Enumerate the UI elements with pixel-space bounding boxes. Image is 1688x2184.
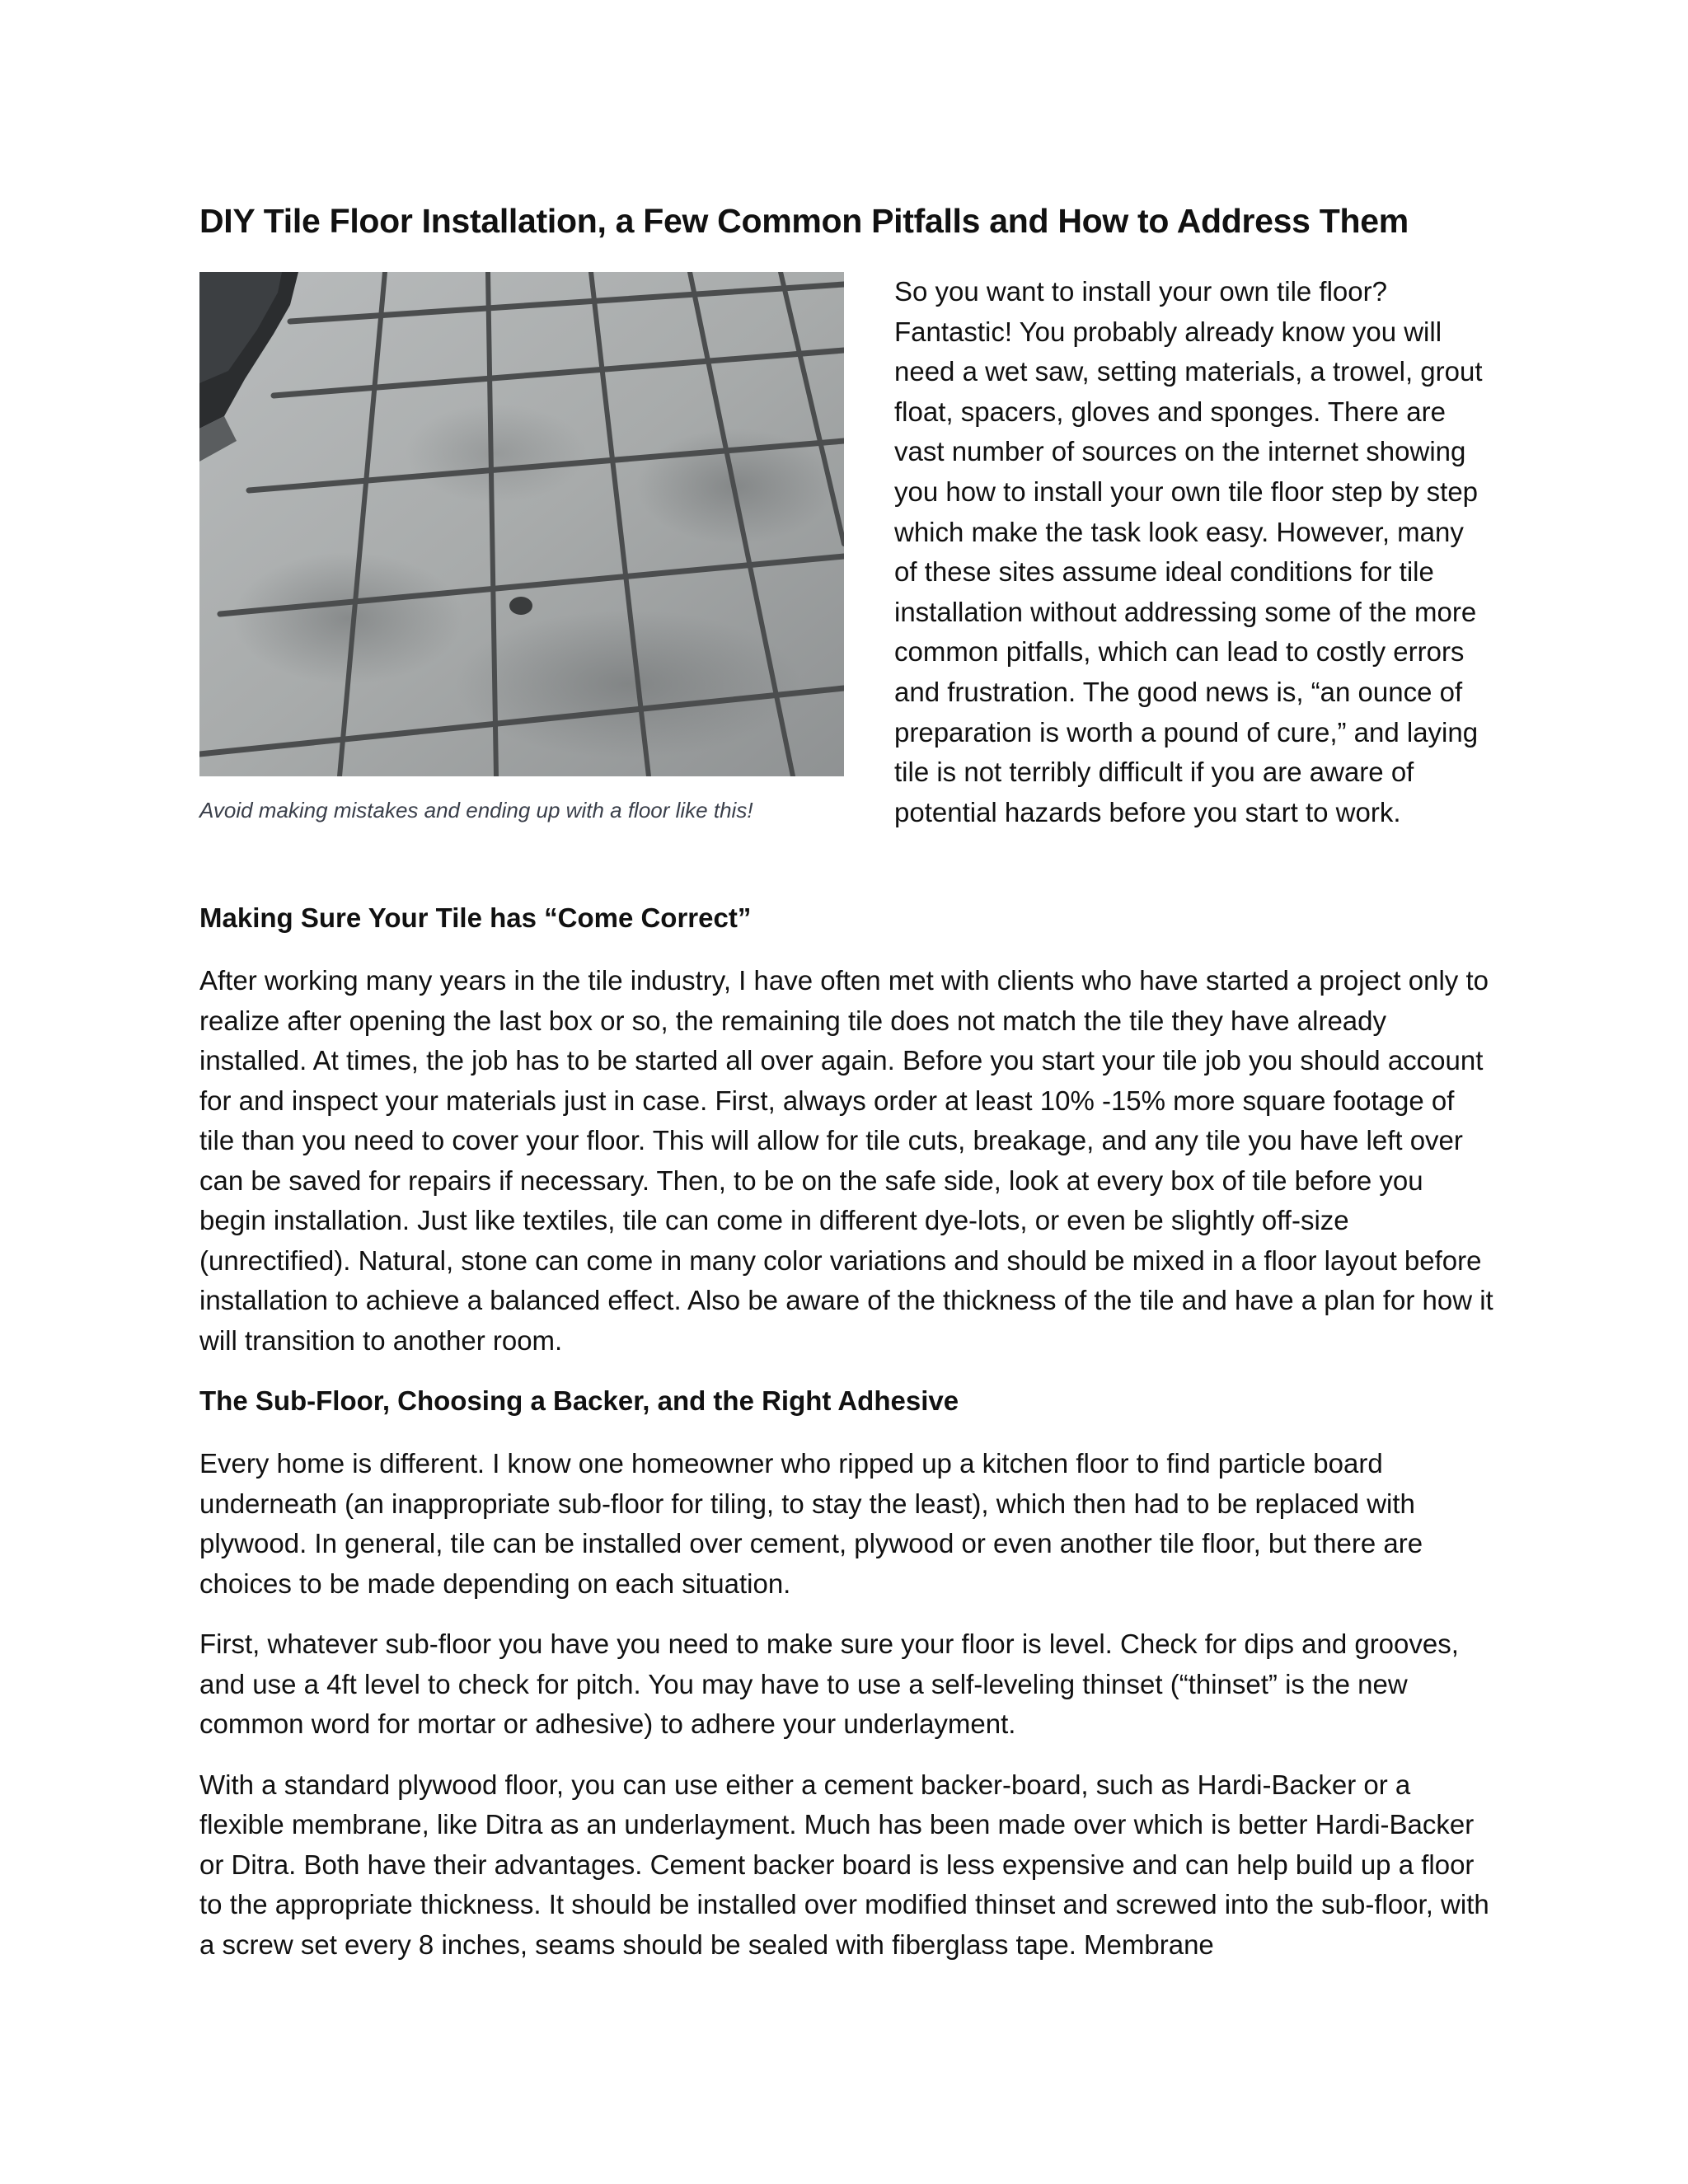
intro-paragraph: So you want to install your own tile floor? Fantastic! You probably already know you will need a wet saw, setting materials, a trowel, grout float, spacers, gloves and sponges. There are vast number of sources on the internet showing you how to install your own tile floor step by step which make the task look easy. However, many of these sites assume ideal conditions for tile installation without addressing some of the more common pitfalls, which can lead to costly errors and frustration. The good news is, “an ounce of preparation is worth a pound of cure,” and laying tile is not terribly difficult if you are aware of potential hazards before you start to work. (894, 276, 1483, 827)
section-paragraph: With a standard plywood floor, you can use either a cement backer-board, such as Hardi-Backer or a flexible membrane, like Ditra as an underlayment. Much has been made over which is better Hardi-Backer or Ditra. Both have their advantages. Cement backer board is less expensive and can help build up a floor to the appropriate thickness. It should be installed over modified thinset and screwed into the sub-floor, with a screw set every 8 inches, seams should be sealed with fiberglass tape. Membrane (199, 1769, 1489, 1960)
section-paragraph: Every home is different. I know one homeowner who ripped up a kitchen floor to find particle board underneath (an inappropriate sub-floor for tiling, to stay the least), which then had to be replaced with plywood. In general, tile can be installed over cement, plywood or even another tile floor, but there are choices to be made depending on each situation. (199, 1448, 1423, 1599)
figure (199, 272, 844, 823)
document-page (199, 198, 1493, 1985)
section-paragraph: After working many years in the tile industry, I have often met with clients who have started a project only to realize after opening the last box or so, the remaining tile does not match the tile they have already installed. At times, the job has to be started all over again. Before you start your tile job you should account for and inspect your materials just in case. First, always order at least 10% -15% more square footage of tile than you need to cover your floor. This will allow for tile cuts, breakage, and any tile you have left over can be saved for repairs if necessary. Then, to be on the safe side, look at every box of tile before you begin installation. Just like textiles, tile can come in different dye-lots, or even be slightly off-size (unrectified). Natural, stone can come in many color variations and should be mixed in a floor layout before installation to achieve a balanced effect. Also be aware of the thickness of the tile and have a plan for how it will transition to another room. (199, 965, 1493, 1356)
intro-block (199, 272, 1493, 898)
section-heading: Making Sure Your Tile has “Come Correct” (199, 902, 752, 933)
section-heading: The Sub-Floor, Choosing a Backer, and the Right Adhesive (199, 1385, 959, 1416)
figure-caption: Avoid making mistakes and ending up with a floor like this! (199, 798, 753, 823)
section-paragraph: First, whatever sub-floor you have you need to make sure your floor is level. Check for dips and grooves, and use a 4ft level to check for pitch. You may have to use a self-leveling thinset (“thinset” is the new common word for mortar or adhesive) to adhere your underlayment. (199, 1629, 1459, 1739)
tile-floor-photo (199, 272, 844, 776)
document-title: DIY Tile Floor Installation, a Few Common Pitfalls and How to Address Them (199, 202, 1409, 240)
